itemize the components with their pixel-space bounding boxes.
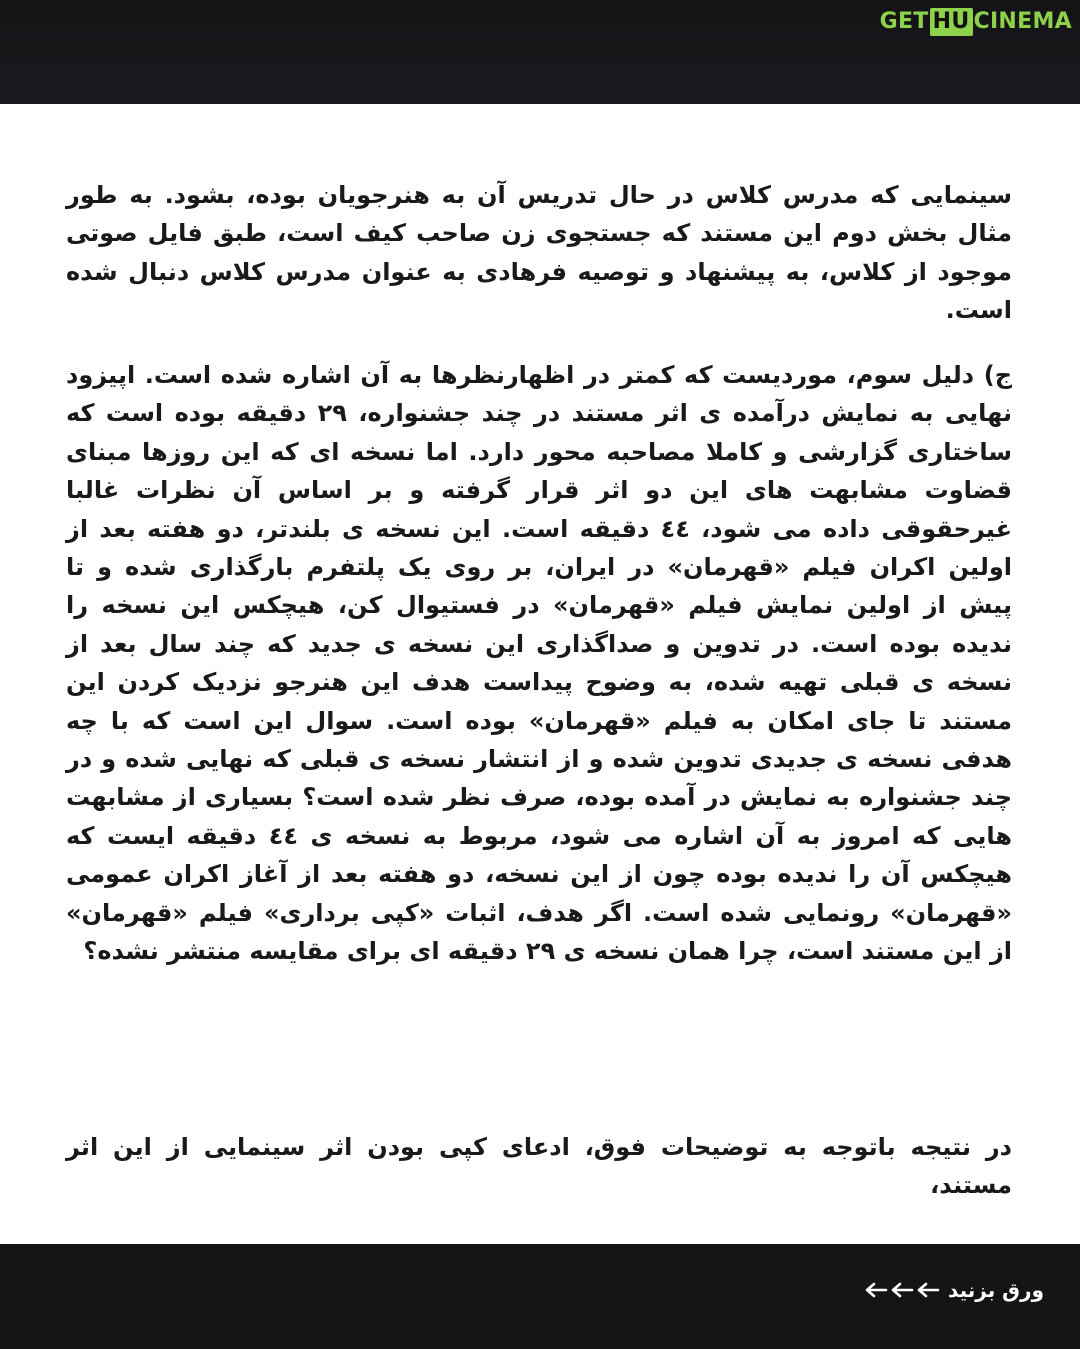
logo-text-hu: HU [930,8,973,36]
swipe-hint-label: ورق بزنید [948,1278,1044,1302]
paragraph-third-reason: ج) دلیل سوم، موردیست که کمتر در اظهارنظرها به آن اشاره شده است. اپیزود نهایی به نمایش درآمده ی اثر مستند در چند جشنواره، ۲۹ دقیقه بوده است که ساختاری گزارشی و کاملا مصاحبه محور دارد. اما نسخه ای که این روزها مبنای قضاوت مشابهت های این دو اثر قرار گرفته و بر اساس آن نظرات غالبا غیرحقوقی داده می شود، ٤٤ دقیقه است. این نسخه ی بلندتر، دو هفته بعد از اولین اکران فیلم «قهرمان» در ایران، بر روی یک پلتفرم بارگذاری شده و تا پیش از اولین نمایش فیلم «قهرمان» در فستیوال کن، هیچکس این نسخه را ندیده بوده است. در تدوین و صداگذاری این نسخه ی جدید که چند سال بعد از نسخه ی قبلی تهیه شده، به وضوح پیداست هدف این هنرجو نزدیک کردن این مستند تا جای امکان به فیلم «قهرمان» بوده است. سوال این است که با چه هدفی نسخه ی جدیدی تدوین شده و از انتشار نسخه ی قبلی که نهایی شده و در چند جشنواره به نمایش در آمده بوده، صرف نظر شده است؟ بسیاری از مشابهت هایی که امروز به آن اشاره می شود، مربوط به نسخه ی ٤٤ دقیقه ایست که هیچکس آن را ندیده بوده چون از این نسخه، دو هفته بعد از آغاز اکران عمومی «قهرمان» رونمایی شده است. اگر هدف، اثبات «کپی برداری» فیلم «قهرمان» از این مستند است، چرا همان نسخه ی ۲۹ دقیقه ای برای مقایسه منتشر نشده؟ [66,361,1013,966]
swipe-hint[interactable] [864,1278,1044,1302]
arrow-left-icon [916,1282,940,1298]
arrow-left-icon [864,1282,888,1298]
paragraph-conclusion: در نتیجه باتوجه به توضیحات فوق، ادعای کپی بودن اثر سینمایی از این اثر مستند، [66,1133,1012,1200]
logo-text-cinema: CINEMA [973,9,1072,34]
logo-text-get: GET [879,9,929,34]
arrow-left-icon [890,1282,914,1298]
document-page [0,104,1080,1244]
site-logo [880,8,1072,36]
swipe-arrows [864,1282,940,1298]
paragraph-intro: سینمایی که مدرس کلاس در حال تدریس آن به هنرجویان بوده، بشود. به طور مثال بخش دوم این مستند که جستجوی زن صاحب کیف است، طبق فایل صوتی موجود از کلاس، به پیشنهاد و توصیه فرهادی به عنوان مدرس کلاس دنبال شده است. [66,181,1012,325]
